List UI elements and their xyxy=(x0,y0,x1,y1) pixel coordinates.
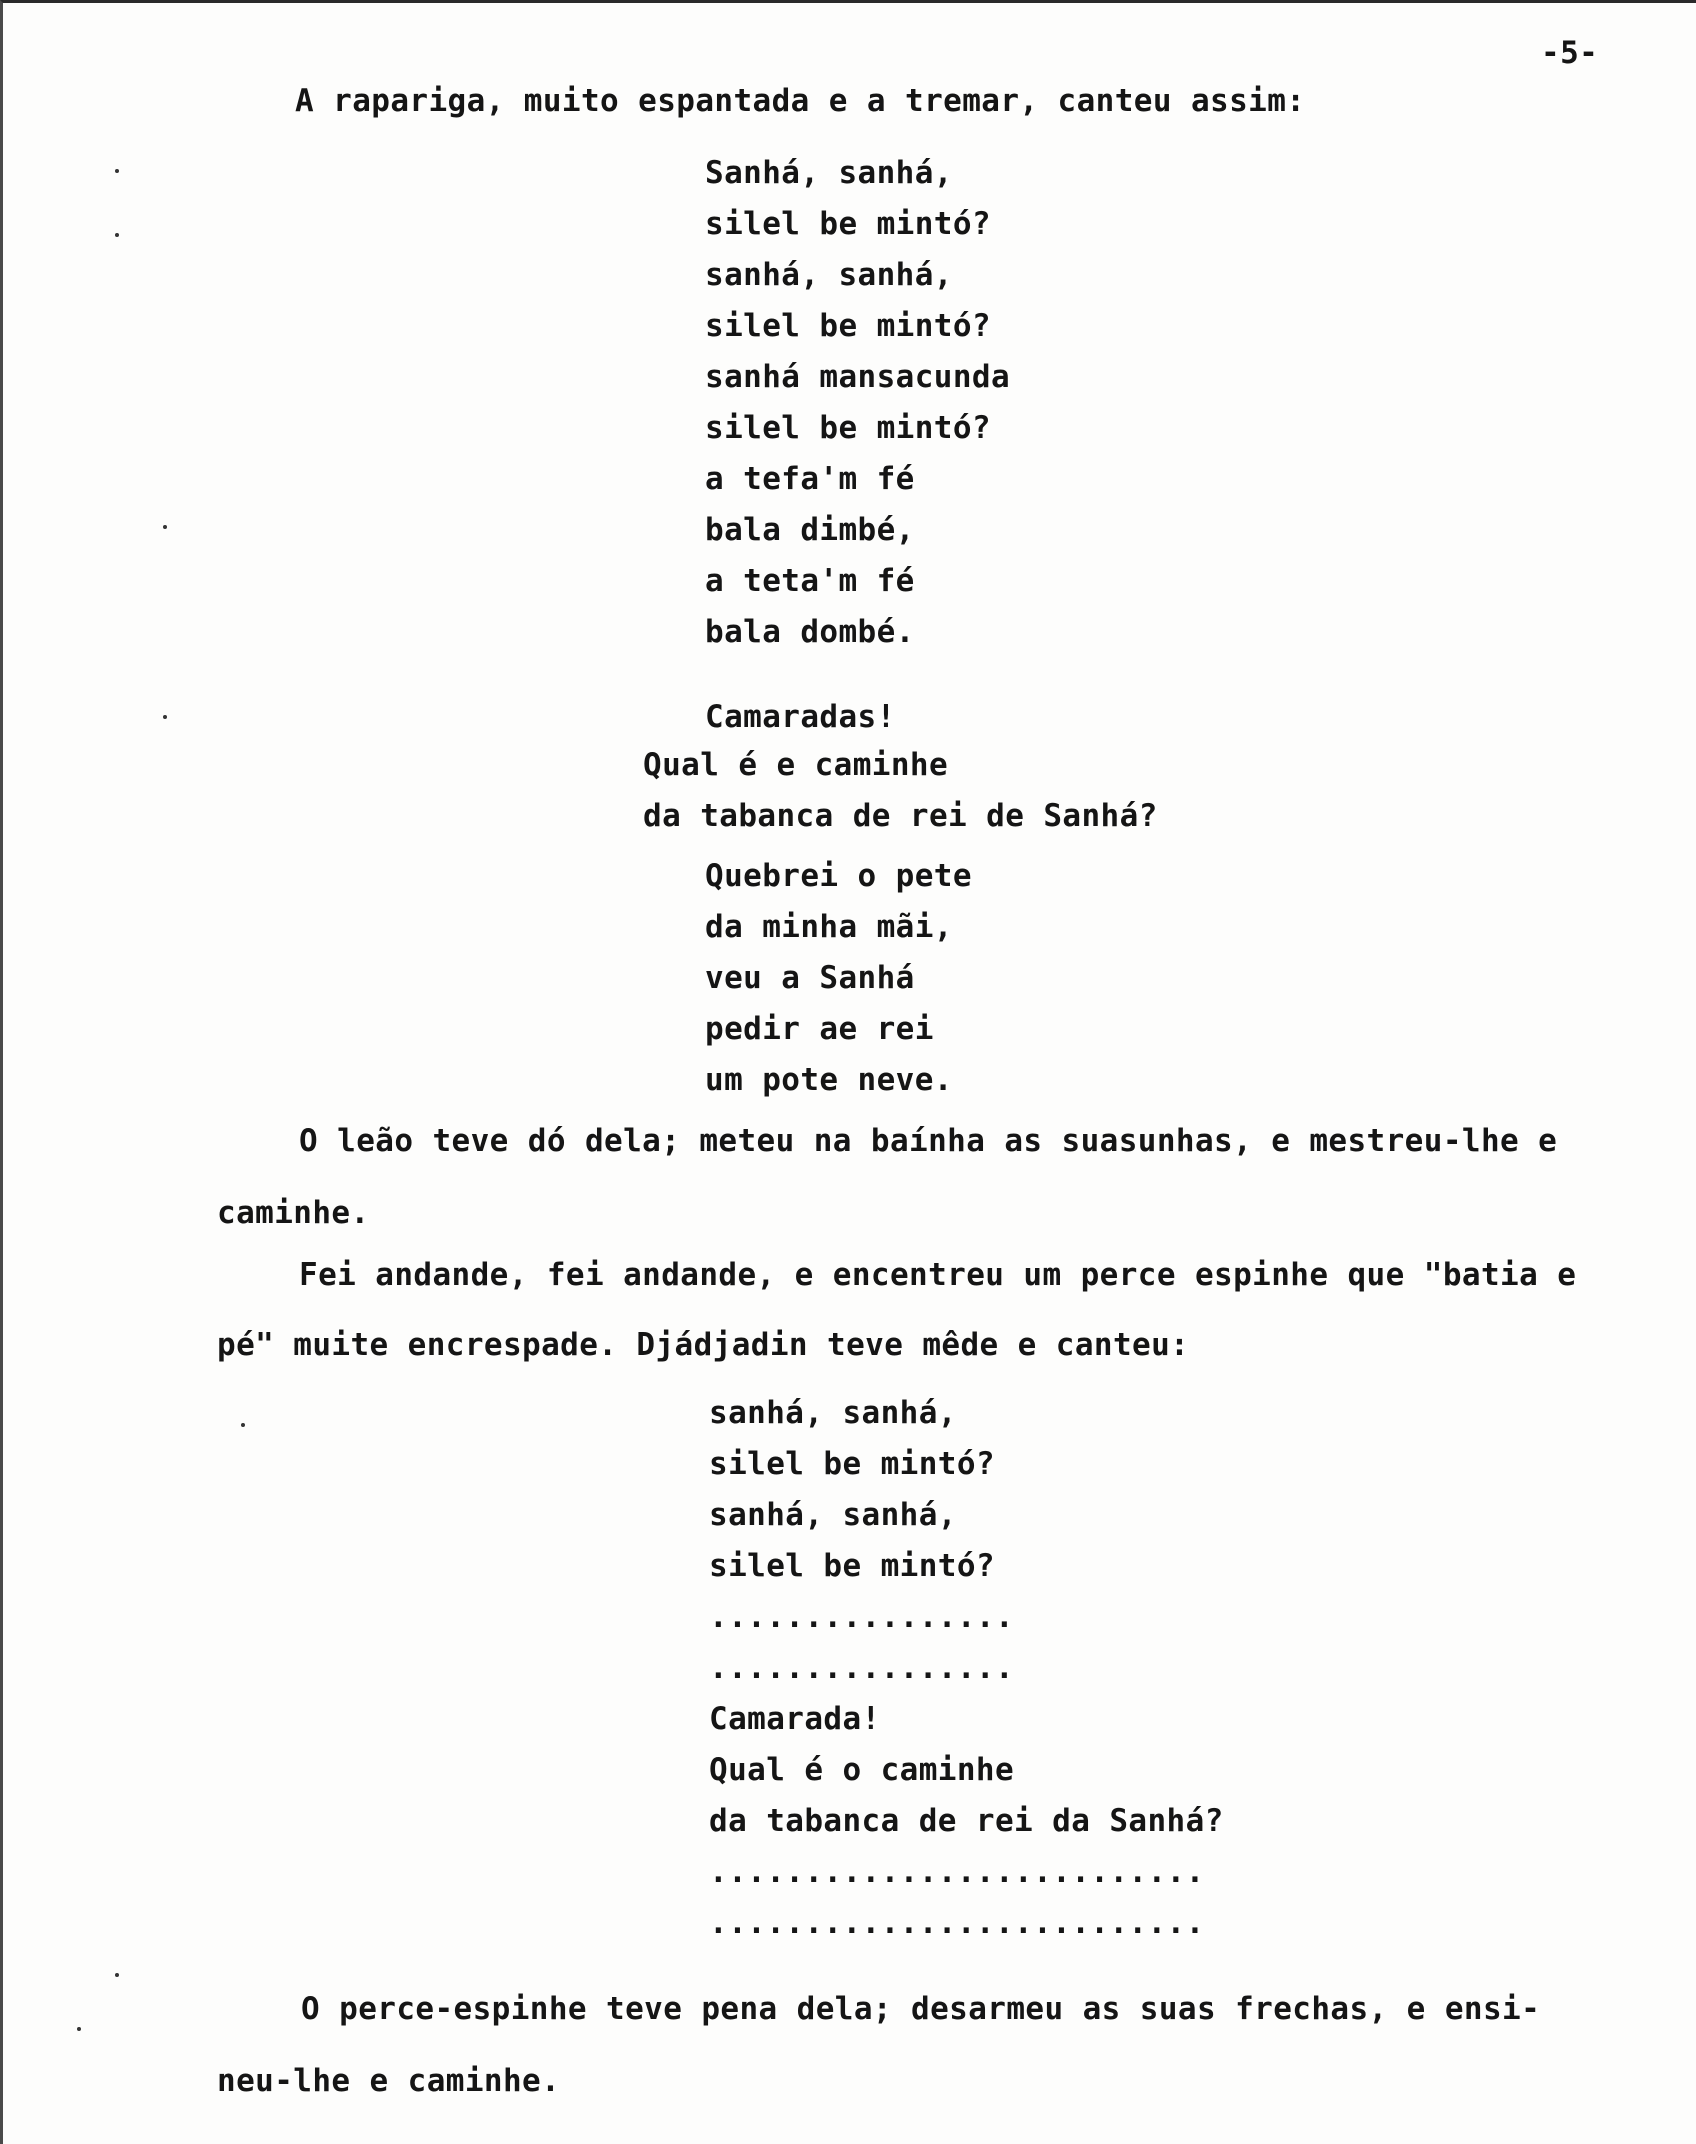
paragraph-4-line-2: neu-lhe e caminhe. xyxy=(217,2063,561,2099)
paragraph-2-line-2: caminhe. xyxy=(217,1195,370,1231)
verse-line: Quebrei o pete xyxy=(705,858,972,894)
paragraph-2-line-1: O leão teve dó dela; meteu na baínha as suasunhas, e mestreu-lhe e xyxy=(299,1123,1558,1159)
verse-line: Sanhá, sanhá, xyxy=(705,155,953,191)
scan-speck xyxy=(115,1973,119,1977)
verse-line: veu a Sanhá xyxy=(705,960,915,996)
paragraph-1: A rapariga, muito espantada e a tremar, canteu assim: xyxy=(295,83,1306,119)
verse-block-2 xyxy=(643,740,1158,842)
scan-speck xyxy=(77,2027,81,2031)
verse-line: sanhá, sanhá, xyxy=(709,1395,957,1431)
scan-speck xyxy=(163,525,167,529)
verse-line: pedir ae rei xyxy=(705,1011,934,1047)
verse-line: .......................... xyxy=(709,1905,1205,1941)
verse-line: sanhá mansacunda xyxy=(705,359,1011,395)
verse-line: silel be mintó? xyxy=(709,1446,995,1482)
verse-line: sanhá, sanhá, xyxy=(709,1497,957,1533)
scan-speck xyxy=(163,715,167,719)
verse-line: a teta'm fé xyxy=(705,563,915,599)
paragraph-3-line-2: pé" muite encrespade. Djádjadin teve mêde e canteu: xyxy=(217,1327,1190,1363)
verse-line: silel be mintó? xyxy=(705,308,991,344)
verse-block-4 xyxy=(709,1388,1224,1949)
scan-speck xyxy=(115,233,119,237)
verse-line: Qual é o caminhe xyxy=(709,1752,1015,1788)
verse-block-1 xyxy=(705,148,1010,658)
scan-speck xyxy=(115,169,119,173)
paragraph-4-line-1: O perce-espinhe teve pena dela; desarmeu as suas frechas, e ensi- xyxy=(301,1991,1541,2027)
verse-line: Camarada! xyxy=(709,1701,881,1737)
verse-line: a tefa'm fé xyxy=(705,461,915,497)
verse-line: ................ xyxy=(709,1599,1015,1635)
scan-speck xyxy=(241,1423,245,1427)
verse-line: da minha mãi, xyxy=(705,909,953,945)
verse-line: da tabanca de rei de Sanhá? xyxy=(643,798,1158,834)
verse-line: bala dimbé, xyxy=(705,512,915,548)
verse-block-3 xyxy=(705,851,972,1106)
page-number: -5- xyxy=(1541,35,1599,71)
verse-line: Qual é e caminhe xyxy=(643,747,949,783)
verse-line: silel be mintó? xyxy=(705,206,991,242)
verse-line: silel be mintó? xyxy=(705,410,991,446)
verse-line: silel be mintó? xyxy=(709,1548,995,1584)
verse-line: .......................... xyxy=(709,1854,1205,1890)
verse-line: ................ xyxy=(709,1650,1015,1686)
verse-line: bala dombé. xyxy=(705,614,915,650)
verse-line: sanhá, sanhá, xyxy=(705,257,953,293)
paragraph-3-line-1: Fei andande, fei andande, e encentreu um perce espinhe que "batia e xyxy=(299,1257,1577,1293)
verse-line: um pote neve. xyxy=(705,1062,953,1098)
verse-line: da tabanca de rei da Sanhá? xyxy=(709,1803,1224,1839)
verse-heading: Camaradas! xyxy=(705,699,896,735)
